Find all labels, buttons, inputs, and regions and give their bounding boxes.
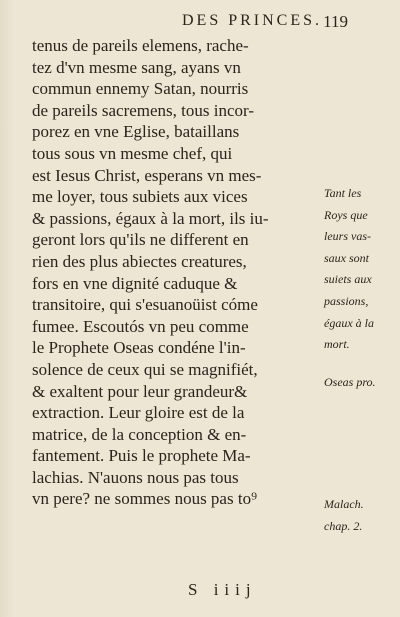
margin-note-line: égaux à la: [324, 315, 374, 330]
text-line: & passions, égaux à la mort, ils iu-: [32, 208, 269, 228]
text-line: fors en vne dignité caduque &: [32, 273, 238, 293]
margin-note-line: Roys que: [324, 207, 368, 222]
margin-note-line: suiets aux: [324, 272, 372, 287]
text-line: commun ennemy Satan, nourris: [32, 79, 249, 99]
text-line: & exaltent pour leur grandeur&: [32, 381, 248, 401]
text-line: vn pere? ne sommes nous pas to⁹: [32, 489, 257, 509]
margin-note-line: mort.: [324, 337, 350, 352]
text-line: tous sous vn mesme chef, qui: [32, 143, 233, 163]
text-line: solence de ceux qui se magnifiét,: [32, 359, 258, 379]
text-line: extraction. Leur gloire est de la: [32, 403, 245, 423]
text-line: tenus de pareils elemens, rache-: [32, 36, 249, 55]
text-line: tez d'vn mesme sang, ayans vn: [32, 57, 241, 77]
margin-note-oseas: Oseas pro.: [324, 375, 376, 389]
text-line: matrice, de la conception & en-: [32, 424, 247, 444]
margin-note-line: leurs vas-: [324, 229, 371, 244]
margin-note-line: Tant les: [324, 186, 362, 200]
text-line: rien des plus abiectes creatures,: [32, 251, 247, 271]
running-head: DES PRINCES.: [182, 12, 323, 29]
margin-note-line: Malach.: [324, 497, 364, 511]
text-line: porez en vne Eglise, bataillans: [32, 122, 240, 142]
text-line: le Prophete Oseas condéne l'in-: [32, 338, 246, 358]
margin-note-malach: [324, 494, 398, 537]
text-line: me loyer, tous subiets aux vices: [32, 187, 248, 207]
text-line: de pareils sacremens, tous incor-: [32, 100, 254, 120]
margin-note-line: saux sont: [324, 250, 369, 265]
margin-note-line: passions,: [324, 293, 369, 308]
text-line: lachias. N'auons nous pas tous: [32, 467, 239, 487]
page-header: [32, 12, 360, 34]
text-line: geront lors qu'ils ne different en: [32, 230, 249, 250]
text-line: est Iesus Christ, esperans vn mes-: [32, 165, 262, 185]
margin-note-rois: [324, 183, 398, 356]
page-number: 119: [323, 12, 348, 31]
body-text: [32, 35, 317, 510]
margin-note-line: chap. 2.: [324, 518, 363, 533]
signature-mark: S iiij: [188, 580, 257, 599]
text-line: transitoire, qui s'esuanoüist cóme: [32, 295, 258, 315]
text-line: fantement. Puis le prophete Ma-: [32, 446, 251, 466]
text-line: fumee. Escoutós vn peu comme: [32, 316, 249, 336]
